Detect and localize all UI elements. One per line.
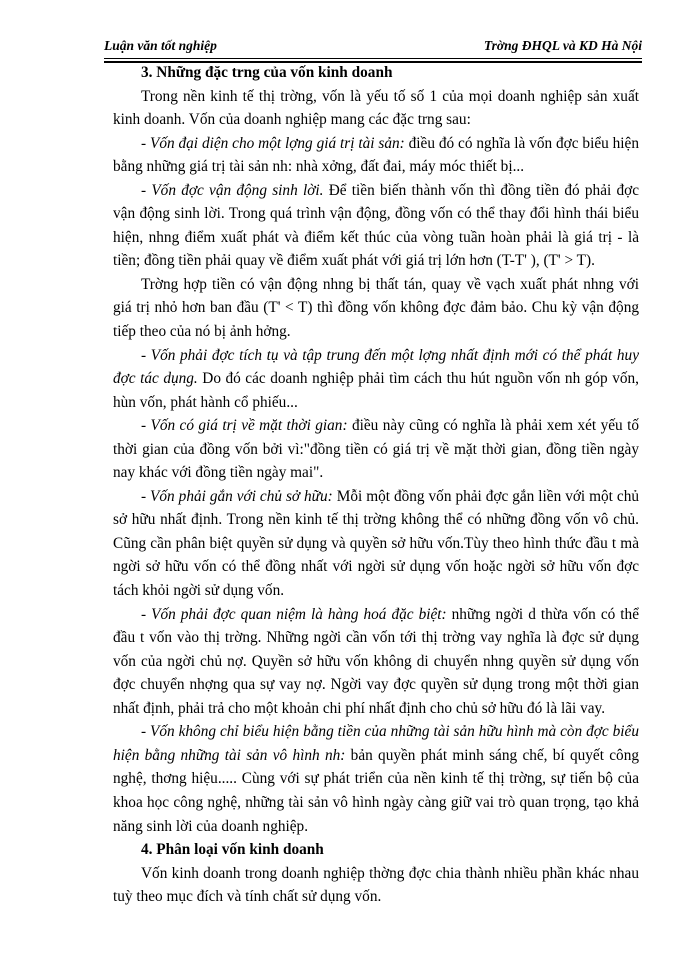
paragraph-text: điều đó có nghĩa là vốn đợc biểu hiện bằng những giá trị tài sản nh: nhà xởng, đất đai, máy móc thiết bị... xyxy=(113,134,639,176)
paragraph-time-value xyxy=(113,414,639,485)
paragraph-accumulation xyxy=(113,344,639,415)
paragraph-text: điều này cũng có nghĩa là phải xem xét yếu tố thời gian của đồng vốn bởi vì:"đồng tiền có giá trị về mặt thời gian, đồng tiền ngày nay khác với đồng tiền ngày mai". xyxy=(113,417,639,482)
paragraph-text: Do đó các doanh nghiệp phải tìm cách thu hút nguồn vốn nh góp vốn, hùn vốn, phát hành cổ phiếu... xyxy=(113,370,639,411)
paragraph-intangible-assets xyxy=(113,720,639,838)
paragraph-text: Để tiền biến thành vốn thì đồng tiền đó phải đợc vận động sinh lời. Trong quá trình vận động, đồng vốn có thể thay đổi hình thái biểu hiện, nhng điểm xuất phát và điểm kết thúc của vòng tuần hoàn phải là giá trị - là tiền; đồng tiền phải quay về điểm xuất phát với giá trị lớn hơn (T-T' ), (T' > T). xyxy=(113,181,640,270)
page-header xyxy=(104,38,642,58)
paragraph-intro: Trong nền kinh tế thị trờng, vốn là yếu tố số 1 của mọi doanh nghiệp sản xuất kinh doanh. Vốn của doanh nghiệp mang các đặc trng sau: xyxy=(113,87,639,129)
document-body xyxy=(113,61,639,909)
paragraph-profit-motion xyxy=(113,179,639,273)
header-left-title: Luận văn tốt nghiệp xyxy=(104,38,217,53)
section-heading-3: 3. Những đặc trng của vốn kinh doanh xyxy=(141,64,393,81)
paragraph-special-goods xyxy=(113,603,639,721)
paragraph-text: bản quyền phát minh sáng chế, bí quyết công nghệ, thơng hiệu..... Cùng với sự phát triển của nền kinh tế thị trờng, sự tiến bộ của khoa học công nghệ, những tài sản vô hình ngày càng giữ vai trò quan trọng, tạo khả năng sinh lời của doanh nghiệp. xyxy=(113,746,639,835)
paragraph-lead: - Vốn có giá trị về mặt thời gian: xyxy=(141,417,348,435)
paragraph-lead: - Vốn phải gắn với chủ sở hữu: xyxy=(141,487,333,505)
paragraph-text: những ngời d thừa vốn có thể đầu t vốn vào thị trờng. Những ngời cần vốn tới thị trờng vay nghĩa là đợc sử dụng vốn của ngời chủ nợ. Quyền sở hữu vốn không di chuyển nhng quyền sử dụng vốn đợc chuyển nhợng qua sự vay nợ. Ngời vay đợc quyền sử dụng trong một thời gian nhất định, phải trả cho một khoản chi phí nhất định cho chủ sở hữu đó là lãi vay. xyxy=(113,605,639,717)
header-rule-thin xyxy=(104,58,642,59)
paragraph-lead: - Vốn đợc vận động sinh lời. xyxy=(141,181,324,199)
paragraph-text: Mỗi một đồng vốn phải đợc gắn liền với một chủ sở hữu nhất định. Trong nền kinh tế thị trờng không thể có những đồng vốn vô chủ. Cũng cần phân biệt quyền sử dụng và quyền sở hữu vốn.Tùy theo hình thức đầu t mà ngời sở hữu vốn có thể đồng nhất với ngời sử dụng vốn hoặc ngời sở hữu vốn đợc tách khỏi ngời sử dụng vốn. xyxy=(113,487,639,600)
paragraph-lead: - Vốn phải đợc tích tụ và tập trung đến một lợng nhất định mới có thể phát huy đợc tác dụng. xyxy=(113,346,639,388)
paragraph-ownership xyxy=(113,485,639,603)
paragraph-lead: - Vốn không chỉ biểu hiện bằng tiền của những tài sản hữu hình mà còn đợc biểu hiện bằng những tài sản vô hình nh: xyxy=(113,723,639,764)
header-right-title: Trờng ĐHQL và KD Hà Nội xyxy=(483,38,642,53)
paragraph-classification: Vốn kinh doanh trong doanh nghiệp thờng đợc chia thành nhiều phần khác nhau tuỳ theo mục đích và tính chất sử dụng vốn. xyxy=(113,864,639,906)
paragraph-lead: - Vốn phải đợc quan niệm là hàng hoá đặc biệt: xyxy=(141,605,447,623)
section-heading-4: 4. Phân loại vốn kinh doanh xyxy=(141,841,324,859)
paragraph-asset-value xyxy=(113,132,639,179)
paragraph-lead: - Vốn đại diện cho một lợng giá trị tài sản: xyxy=(141,134,405,152)
paragraph-dispersed-money: Trờng hợp tiền có vận động nhng bị thất tán, quay về vạch xuất phát nhng với giá trị nhỏ hơn ban đầu (T' < T) thì đồng vốn không đợc đảm bảo. Chu kỳ vận động tiếp theo của nó bị ảnh hởng. xyxy=(113,275,639,341)
